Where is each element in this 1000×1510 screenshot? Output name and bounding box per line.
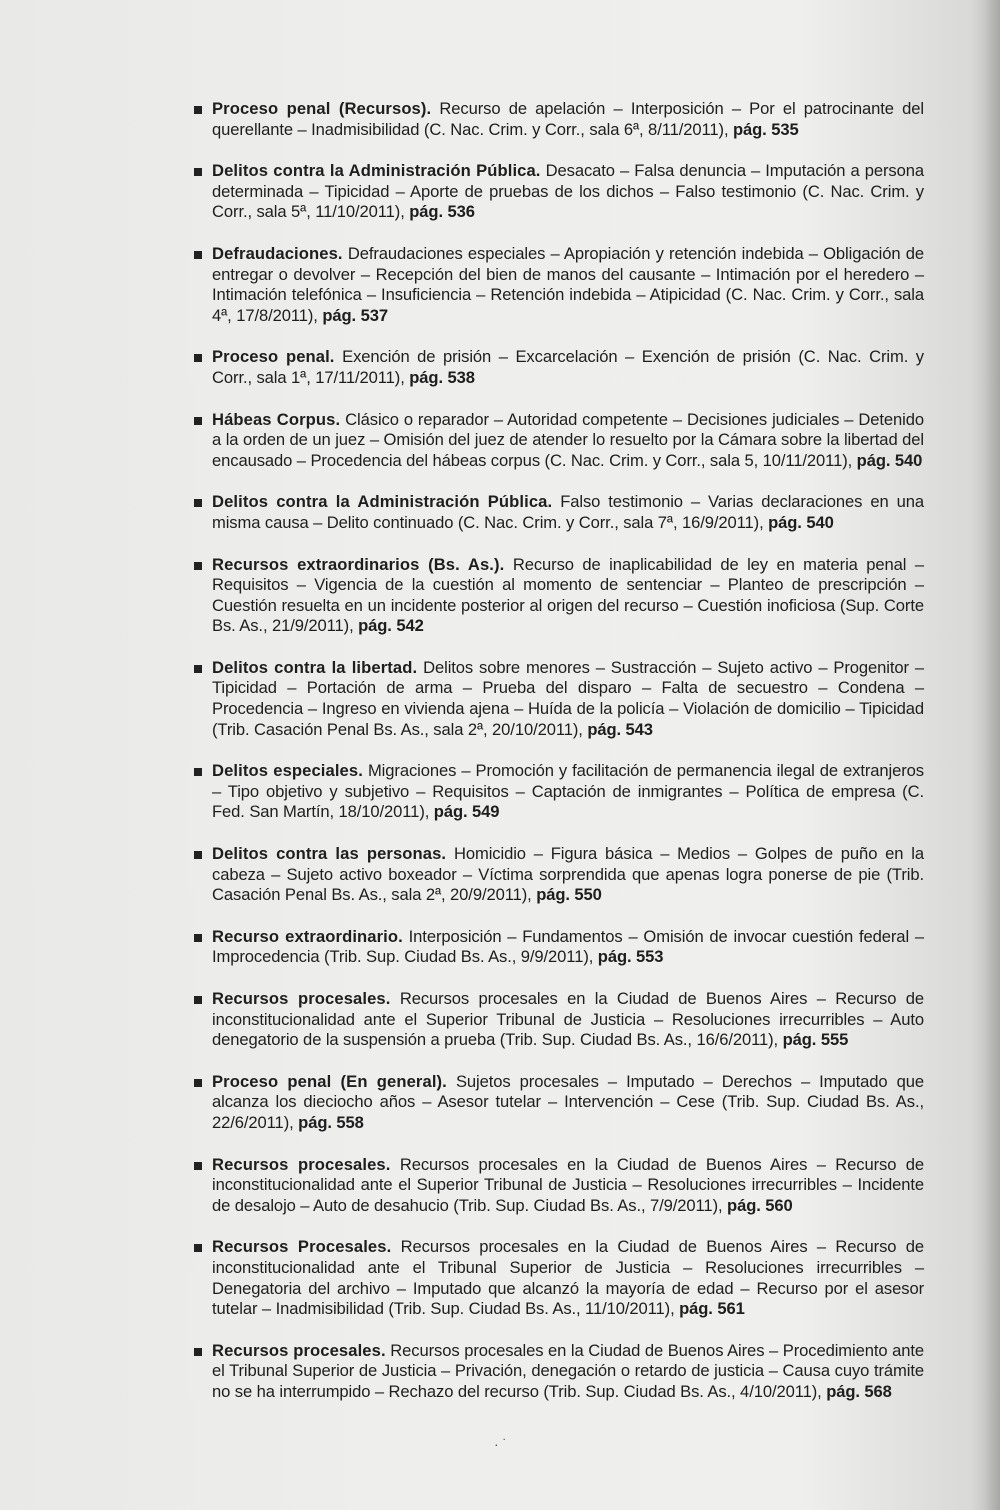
- entry-heading: Defraudaciones.: [212, 243, 343, 263]
- page-reference: pág. 536: [409, 202, 475, 222]
- entry-heading: Delitos contra las personas.: [212, 844, 447, 864]
- page-reference: pág. 568: [826, 1381, 892, 1401]
- entry-heading: Recursos extraordinarios (Bs. As.).: [212, 554, 505, 574]
- entry-description: Falso testimonio – Varias declaraciones en una misma causa – Delito continuado (C. Nac. Crim. y Corr., sala 7ª, 16/9/2011),: [212, 492, 924, 532]
- square-bullet-icon: [194, 665, 202, 673]
- page-reference: pág. 560: [727, 1195, 793, 1215]
- index-entry: [186, 844, 924, 906]
- index-entry: [186, 555, 924, 637]
- entry-heading: Delitos contra la Administración Pública.: [212, 492, 553, 512]
- entry-description: Desacato – Falsa denuncia – Imputación a persona determinada – Tipicidad – Aporte de pruebas de los dichos – Falso testimonio (C. Nac. Crim. y Corr., sala 5ª, 11/10/2011),: [212, 161, 924, 222]
- index-entry: [186, 989, 924, 1051]
- page-reference: pág. 543: [587, 719, 653, 739]
- index-entry: [186, 658, 924, 740]
- index-entry: [186, 347, 924, 388]
- entry-description: Migraciones – Promoción y facilitación de permanencia ilegal de extranjeros – Tipo objetivo y subjetivo – Requisitos – Captación de inmigrantes – Política de empresa (C. Fed. San Martín, 18/10/2011),: [212, 761, 925, 822]
- square-bullet-icon: [194, 562, 202, 570]
- entry-heading: Delitos contra la libertad.: [212, 657, 418, 677]
- entry-heading: Recursos procesales.: [212, 989, 391, 1008]
- page-reference: pág. 555: [782, 1030, 849, 1050]
- index-entry: [186, 1072, 924, 1134]
- square-bullet-icon: [194, 354, 202, 362]
- page-reference: pág. 540: [768, 512, 834, 532]
- entry-heading: Recursos procesales.: [212, 1154, 391, 1174]
- entry-heading: Recurso extraordinario.: [212, 926, 403, 946]
- index-entry: [186, 410, 924, 472]
- square-bullet-icon: [194, 851, 202, 859]
- square-bullet-icon: [194, 499, 202, 507]
- entry-heading: Delitos contra la Administración Pública.: [212, 161, 541, 181]
- page-reference: pág. 537: [322, 305, 388, 325]
- index-entry: [186, 761, 924, 823]
- entry-description: Recursos procesales en la Ciudad de Buenos Aires – Recurso de inconstitucionalidad ante el Superior Tribunal de Justicia – Resoluciones irrecurribles – Auto denegatorio de la suspensión a prueba (Trib. Sup. Ciudad Bs. As., 16/6/2011),: [212, 989, 924, 1050]
- square-bullet-icon: [194, 768, 202, 776]
- index-entry: [186, 99, 924, 140]
- index-entry: [186, 244, 924, 326]
- square-bullet-icon: [194, 996, 202, 1004]
- square-bullet-icon: [194, 106, 202, 114]
- square-bullet-icon: [194, 934, 202, 942]
- page-reference: pág. 553: [597, 947, 664, 967]
- entry-heading: Proceso penal (En general).: [212, 1071, 447, 1091]
- entry-description: Sujetos procesales – Imputado – Derechos – Imputado que alcanza los dieciocho años – Asesor tutelar – Intervención – Cese (Trib. Sup. Ciudad Bs. As., 22/6/2011),: [212, 1071, 924, 1132]
- entry-heading: Delitos especiales.: [212, 761, 363, 781]
- square-bullet-icon: [194, 168, 202, 176]
- page-reference: pág. 542: [358, 616, 424, 636]
- entry-description: Recurso de inaplicabilidad de ley en materia penal – Requisitos – Vigencia de la cuestión al momento de sentenciar – Planteo de prescripción – Cuestión resuelta en un incidente posterior al origen del recurso – Cuestión inoficiosa (Sup. Corte Bs. As., 21/9/2011),: [212, 554, 924, 636]
- square-bullet-icon: [194, 1244, 202, 1252]
- square-bullet-icon: [194, 417, 202, 425]
- entry-description: Delitos sobre menores – Sustracción – Sujeto activo – Progenitor – Tipicidad – Portación de arma – Prueba del disparo – Falta de secuestro – Condena – Procedencia – Ingreso en vivienda ajena – Huída de la policía – Violación de domicilio – Tipicidad (Trib. Casación Penal Bs. As., sala 2ª, 20/10/2011),: [212, 657, 924, 739]
- entry-heading: Recursos Procesales.: [212, 1237, 392, 1257]
- index-entry: [186, 1155, 924, 1217]
- entry-description: Recursos procesales en la Ciudad de Buenos Aires – Recurso de inconstitucionalidad ante el Tribunal Superior de Justicia – Resoluciones irrecurribles – Denegatoria del archivo – Imputado que alcanzó la mayoría de edad – Recurso por el asesor tutelar – Inadmisibilidad (Trib. Sup. Ciudad Bs. As., 11/10/2011),: [212, 1237, 924, 1319]
- page-reference: pág. 549: [433, 802, 500, 822]
- index-entry: [186, 1341, 924, 1403]
- page-reference: pág. 540: [856, 450, 923, 470]
- entry-heading: Proceso penal.: [212, 347, 335, 367]
- page-reference: pág. 550: [536, 885, 602, 905]
- entry-description: Homicidio – Figura básica – Medios – Golpes de puño en la cabeza – Sujeto activo boxeador – Víctima sorprendida que apenas logra ponerse de pie (Trib. Casación Penal Bs. As., sala 2ª, 20/9/2011),: [212, 844, 924, 905]
- entry-heading: Proceso penal (Recursos).: [212, 99, 432, 118]
- entry-description: Exención de prisión – Excarcelación – Exención de prisión (C. Nac. Crim. y Corr., sala 1ª, 17/11/2011),: [212, 347, 924, 387]
- index-entry: [186, 161, 924, 223]
- entry-description: Recursos procesales en la Ciudad de Buenos Aires – Procedimiento ante el Tribunal Superior de Justicia – Privación, denegación o retardo de justicia – Causa cuyo trámite no se ha interrumpido – Rechazo del recurso (Trib. Sup. Ciudad Bs. As., 4/10/2011),: [212, 1340, 925, 1401]
- entry-description: Defraudaciones especiales – Apropiación y retención indebida – Obligación de entregar o devolver – Recepción del bien de manos del causante – Intimación por el heredero – Intimación telefónica – Insuficiencia – Retención indebida – Atipicidad (C. Nac. Crim. y Corr., sala 4ª, 17/8/2011),: [212, 243, 924, 325]
- square-bullet-icon: [194, 1162, 202, 1170]
- entry-heading: Recursos procesales.: [212, 1340, 386, 1360]
- square-bullet-icon: [194, 251, 202, 259]
- page-speck-decoration: · ˙: [494, 1436, 508, 1452]
- page-reference: pág. 561: [679, 1299, 745, 1319]
- index-entry: [186, 927, 924, 968]
- entry-description: Clásico o reparador – Autoridad competente – Decisiones judiciales – Detenido a la orden de un juez – Omisión del juez de atender lo resuelto por la Cámara sobre la libertad del encausado – Procedencia del hábeas corpus (C. Nac. Crim. y Corr., sala 5, 10/11/2011),: [212, 409, 924, 470]
- entry-description: Interposición – Fundamentos – Omisión de invocar cuestión federal – Improcedencia (Trib. Sup. Ciudad Bs. As., 9/9/2011),: [212, 926, 924, 967]
- page-reference: pág. 538: [409, 367, 475, 387]
- page-reference: pág. 558: [298, 1112, 364, 1132]
- index-entry: [186, 492, 924, 533]
- page-edge-shadow: [982, 0, 1000, 1510]
- index-entry-list: [186, 99, 924, 1424]
- page-reference: pág. 535: [732, 119, 799, 139]
- entry-description: Recurso de apelación – Interposición – Por el patrocinante del querellante – Inadmisibilidad (C. Nac. Crim. y Corr., sala 6ª, 8/11/2011),: [212, 99, 924, 139]
- square-bullet-icon: [194, 1348, 202, 1356]
- index-entry: [186, 1237, 924, 1319]
- square-bullet-icon: [194, 1079, 202, 1087]
- entry-description: Recursos procesales en la Ciudad de Buenos Aires – Recurso de inconstitucionalidad ante el Superior Tribunal de Justicia – Resoluciones irrecurribles – Incidente de desalojo – Auto de desahucio (Trib. Sup. Ciudad Bs. As., 7/9/2011),: [212, 1154, 924, 1215]
- entry-heading: Hábeas Corpus.: [212, 409, 341, 429]
